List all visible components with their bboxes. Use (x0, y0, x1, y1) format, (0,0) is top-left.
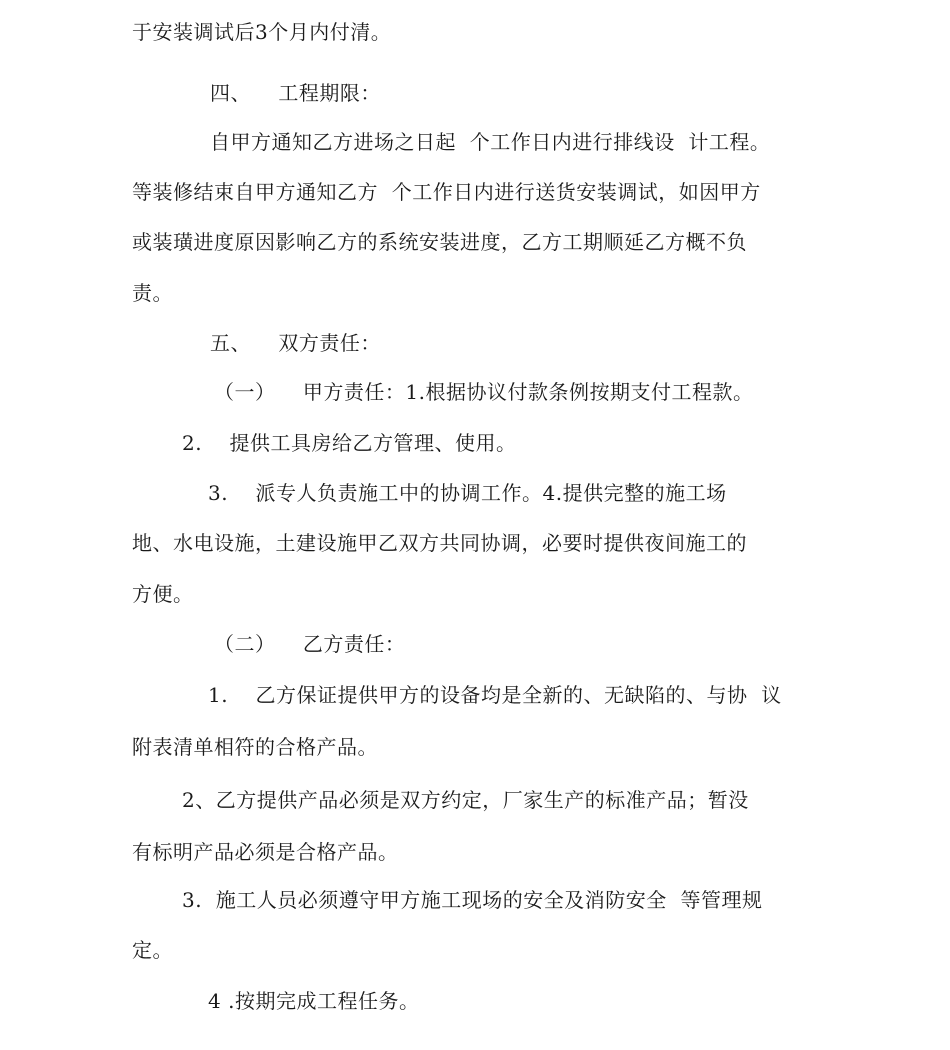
paragraph-line: 责。 (132, 281, 173, 305)
paragraph-line: 等装修结束自甲方通知乙方 个工作日内进行送货安装调试，如因甲方 (132, 180, 761, 204)
section-heading: 四、 工程期限： (210, 81, 381, 105)
section-heading: 五、 双方责任： (210, 331, 381, 355)
list-item: 3. 派专人负责施工中的协调工作。4.提供完整的施工场 (208, 481, 727, 505)
list-item: 1. 乙方保证提供甲方的设备均是全新的、无缺陷的、与协 议 (208, 683, 782, 707)
paragraph-line: 附表清单相符的合格产品。 (132, 735, 378, 759)
paragraph-line: 地、水电设施，土建设施甲乙双方共同协调，必要时提供夜间施工的 (132, 531, 747, 555)
paragraph-line: 自甲方通知乙方进场之日起 个工作日内进行排线设 计工程。 (210, 130, 771, 154)
list-item: 2、乙方提供产品必须是双方约定，厂家生产的标准产品；暂没 (182, 788, 749, 812)
list-item: 2. 提供工具房给乙方管理、使用。 (182, 431, 517, 455)
list-item: 3. 施工人员必须遵守甲方施工现场的安全及消防安全 等管理规 (182, 888, 763, 912)
paragraph-line: 有标明产品必须是合格产品。 (132, 840, 399, 864)
paragraph-line: 定。 (132, 938, 173, 962)
paragraph-line: 方便。 (132, 582, 194, 606)
paragraph-line: 于安装调试后3个月内付清。 (132, 20, 392, 44)
paragraph-line: 或装璜进度原因影响乙方的系统安装进度，乙方工期顺延乙方概不负 (132, 230, 747, 254)
subsection-line: （一） 甲方责任：1.根据协议付款条例按期支付工程款。 (214, 380, 754, 404)
subsection-line: （二） 乙方责任： (214, 632, 406, 656)
list-item: 4 .按期完成工程任务。 (208, 989, 420, 1013)
